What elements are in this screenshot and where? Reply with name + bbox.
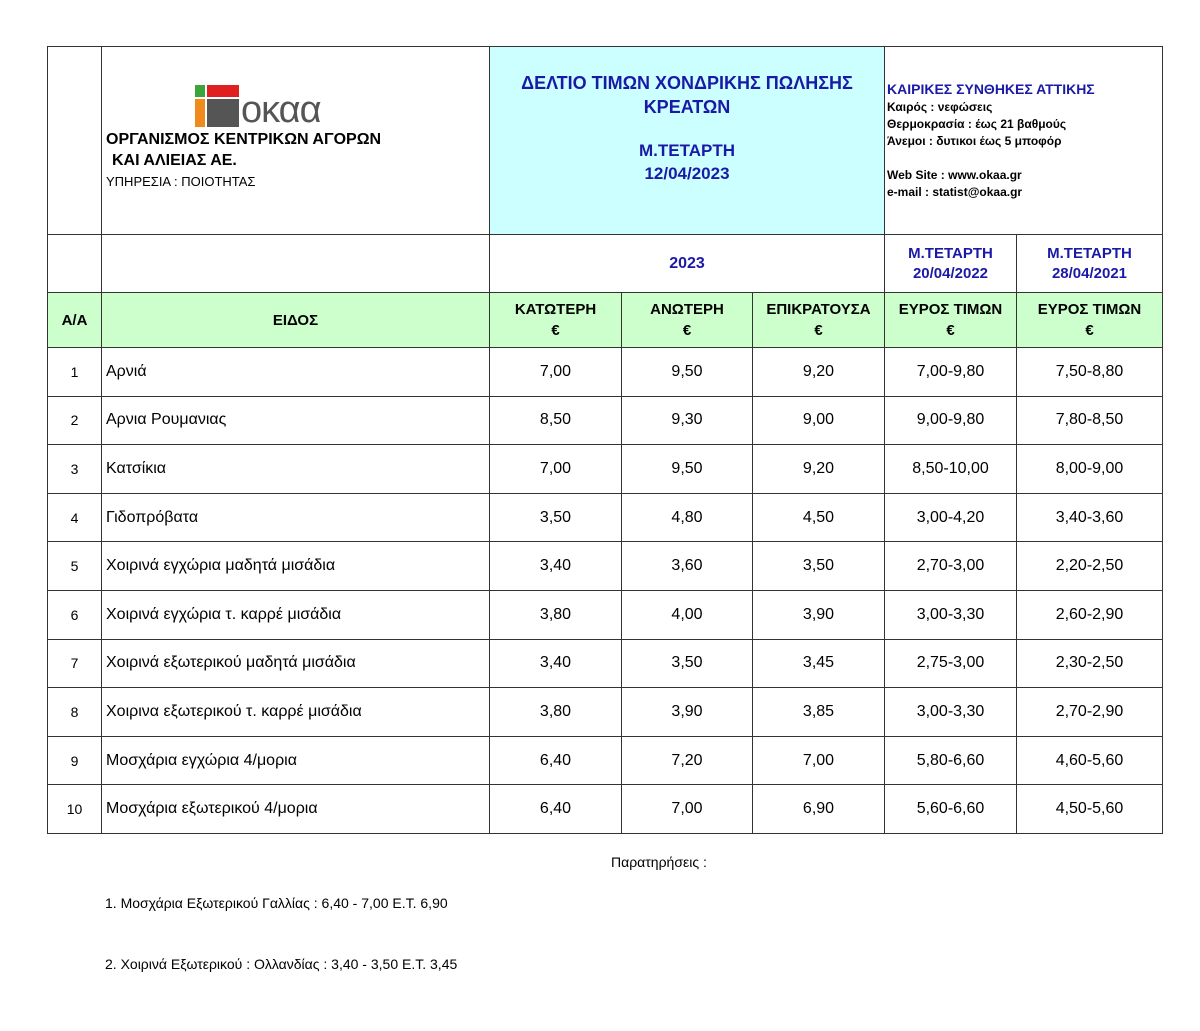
weather-title: ΚΑΙΡΙΚΕΣ ΣΥΝΘΗΚΕΣ ΑΤΤΙΚΗΣ [887,81,1095,97]
row-range-2022: 5,60-6,60 [885,785,1017,834]
bulletin-title-block [490,47,885,235]
table-row [48,736,1163,785]
row-item-name: Χοιρινά εγχώρια μαδητά μισάδια [102,542,490,591]
row-range-2021: 8,00-9,00 [1017,445,1163,494]
row-low-price: 6,40 [490,736,622,785]
row-high-price: 3,60 [622,542,753,591]
okaa-logo [195,85,485,131]
row-number: 1 [48,348,102,397]
org-service: ΥΠΗΡΕΣΙΑ : ΠΟΙΟΤΗΤΑΣ [106,174,256,189]
row-number: 7 [48,639,102,688]
row-prevailing-price: 6,90 [753,785,885,834]
row-range-2022: 3,00-3,30 [885,688,1017,737]
row-range-2022: 5,80-6,60 [885,736,1017,785]
row-low-price: 3,40 [490,639,622,688]
row-item-name: Μοσχάρια εξωτερικού 4/μορια [102,785,490,834]
table-row [48,639,1163,688]
row-range-2022: 9,00-9,80 [885,396,1017,445]
row-range-2021: 2,60-2,90 [1017,590,1163,639]
row-low-price: 3,40 [490,542,622,591]
col-header-aa: Α/Α [48,293,102,348]
row-low-price: 3,50 [490,493,622,542]
row-range-2022: 7,00-9,80 [885,348,1017,397]
weather-sky: Καιρός : νεφώσεις [887,100,993,114]
currency-symbol: € [682,322,692,339]
row-prevailing-price: 9,20 [753,348,885,397]
row-range-2022: 2,75-3,00 [885,639,1017,688]
col-header-range1-label: ΕΥΡΟΣ ΤΙΜΩΝ [898,301,1003,318]
weather-wind: Άνεμοι : δυτικοι έως 5 μποφόρ [887,134,1062,148]
row-high-price: 3,50 [622,639,753,688]
table-row [48,688,1163,737]
row-low-price: 7,00 [490,445,622,494]
row-high-price: 9,50 [622,348,753,397]
row-range-2022: 3,00-4,20 [885,493,1017,542]
row-high-price: 4,80 [622,493,753,542]
row-item-name: Χοιρινα εξωτερικού τ. καρρέ μισάδια [102,688,490,737]
col-header-low [490,293,622,348]
row-range-2022: 2,70-3,00 [885,542,1017,591]
row-item-name: Αρνια Ρουμανιας [102,396,490,445]
row-range-2022: 8,50-10,00 [885,445,1017,494]
row-high-price: 7,20 [622,736,753,785]
prev-period-1-day: Μ.ΤΕΤΑΡΤΗ [908,244,993,262]
col-header-range1 [885,293,1017,348]
weather-block [885,47,1163,235]
col-header-high [622,293,753,348]
row-low-price: 7,00 [490,348,622,397]
row-low-price: 8,50 [490,396,622,445]
table-row [48,590,1163,639]
row-prevailing-price: 9,20 [753,445,885,494]
row-low-price: 3,80 [490,590,622,639]
note-2: 2. Χοιρινά Εξωτερικού : Ολλανδίας : 3,40 - 3,50 Ε.Τ. 3,45 [105,956,458,972]
notes-title: Παρατηρήσεις : [611,854,707,870]
row-range-2021: 2,30-2,50 [1017,639,1163,688]
table-row [48,542,1163,591]
currency-symbol: € [551,322,560,339]
corner-cell [48,47,102,235]
col-header-item: ΕΙΔΟΣ [102,293,490,348]
row-high-price: 7,00 [622,785,753,834]
col-header-range2-label: ΕΥΡΟΣ ΤΙΜΩΝ [1037,301,1142,318]
row-range-2021: 7,80-8,50 [1017,396,1163,445]
row-high-price: 9,50 [622,445,753,494]
currency-symbol: € [814,322,823,339]
row-high-price: 3,90 [622,688,753,737]
prev-period-2-header [1017,235,1163,293]
row-item-name: Μοσχάρια εγχώρια 4/μορια [102,736,490,785]
price-bulletin-table [47,46,1163,834]
prev-period-1-header [885,235,1017,293]
currency-symbol: € [1085,322,1094,339]
col-header-low-label: ΚΑΤΩΤΕΡΗ [514,301,597,318]
bulletin-day: Μ.ΤΕΤΑΡΤΗ [638,141,735,160]
row-prevailing-price: 4,50 [753,493,885,542]
row-number: 6 [48,590,102,639]
prev-period-2-date: 28/04/2021 [1051,264,1128,282]
logo-wordmark: οκαα [241,89,321,131]
row-range-2021: 7,50-8,80 [1017,348,1163,397]
row-range-2021: 2,20-2,50 [1017,542,1163,591]
col-header-high-label: ΑΝΩΤΕΡΗ [650,301,724,318]
organization-block [102,47,490,235]
column-header-row [48,293,1163,348]
website-text: Web Site : www.okaa.gr [887,168,1022,182]
table-row [48,445,1163,494]
weather-temperature: Θερμοκρασία : έως 21 βαθμούς [887,117,1067,131]
table-row [48,493,1163,542]
col-header-range2 [1017,293,1163,348]
row-high-price: 4,00 [622,590,753,639]
bulletin-title-line1: ΔΕΛΤΙΟ ΤΙΜΩΝ ΧΟΝΔΡΙΚΗΣ ΠΩΛΗΣΗΣ [521,73,853,93]
row-range-2021: 2,70-2,90 [1017,688,1163,737]
note-1: 1. Μοσχάρια Εξωτερικού Γαλλίας : 6,40 - 7,00 Ε.Τ. 6,90 [105,895,448,911]
row-number: 5 [48,542,102,591]
bulletin-title-line2: ΚΡΕΑΤΩΝ [643,97,731,117]
col-header-prevailing [753,293,885,348]
org-name-line2: ΚΑΙ ΑΛΙΕΙΑΣ ΑΕ. [112,152,237,169]
row-high-price: 9,30 [622,396,753,445]
table-row [48,348,1163,397]
prev-period-1-date: 20/04/2022 [912,264,989,282]
bulletin-date: 12/04/2023 [644,164,730,183]
row-range-2021: 3,40-3,60 [1017,493,1163,542]
row-range-2021: 4,60-5,60 [1017,736,1163,785]
row-prevailing-price: 3,90 [753,590,885,639]
table-row [48,785,1163,834]
row-number: 9 [48,736,102,785]
row-prevailing-price: 9,00 [753,396,885,445]
row-item-name: Αρνιά [102,348,490,397]
org-name-line1: ΟΡΓΑΝΙΣΜΟΣ ΚΕΝΤΡΙΚΩΝ ΑΓΟΡΩΝ [106,131,382,148]
table-row [48,396,1163,445]
price-rows [48,348,1163,834]
row-item-name: Χοιρινά εξωτερικού μαδητά μισάδια [102,639,490,688]
row-prevailing-price: 3,50 [753,542,885,591]
current-year-header: 2023 [490,235,885,293]
row-prevailing-price: 3,45 [753,639,885,688]
row-item-name: Κατσίκια [102,445,490,494]
col-header-prevailing-label: ΕΠΙΚΡΑΤΟΥΣΑ [766,301,871,318]
row-low-price: 6,40 [490,785,622,834]
period-row [48,235,1163,293]
row-item-name: Γιδοπρόβατα [102,493,490,542]
email-text: e-mail : statist@okaa.gr [887,185,1023,199]
row-range-2021: 4,50-5,60 [1017,785,1163,834]
row-number: 10 [48,785,102,834]
row-prevailing-price: 7,00 [753,736,885,785]
row-range-2022: 3,00-3,30 [885,590,1017,639]
currency-symbol: € [946,322,955,339]
row-number: 3 [48,445,102,494]
header-row [48,47,1163,235]
row-item-name: Χοιρινά εγχώρια τ. καρρέ μισάδια [102,590,490,639]
row-number: 8 [48,688,102,737]
row-number: 2 [48,396,102,445]
row-low-price: 3,80 [490,688,622,737]
row-number: 4 [48,493,102,542]
logo-mark [195,85,239,127]
row-prevailing-price: 3,85 [753,688,885,737]
prev-period-2-day: Μ.ΤΕΤΑΡΤΗ [1047,244,1132,262]
